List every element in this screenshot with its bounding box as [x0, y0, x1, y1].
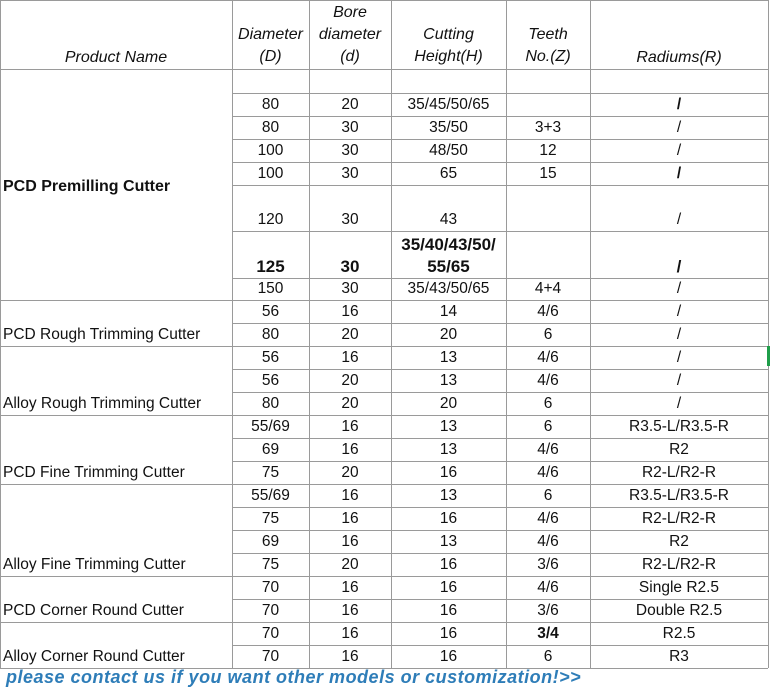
cell-cutting-height: 13 — [439, 441, 458, 458]
cell-teeth: 15 — [539, 165, 557, 182]
header-diameter — [232, 24, 309, 68]
cell-bore: 30 — [341, 165, 359, 182]
cell-bore: 16 — [341, 648, 359, 665]
cell-diameter: 80 — [261, 119, 280, 136]
cell-bore: 20 — [341, 395, 359, 412]
cell-diameter: 80 — [261, 96, 280, 113]
cell-cutting-height: 13 — [439, 349, 458, 366]
cell-bore: 16 — [341, 349, 359, 366]
grid-line — [0, 484, 768, 485]
cell-teeth: 4/6 — [537, 533, 559, 550]
grid-line — [232, 231, 768, 232]
cell-diameter: 80 — [261, 395, 280, 412]
cell-bore: 16 — [341, 303, 359, 320]
cell-teeth: 4/6 — [537, 303, 559, 320]
cell-teeth: 4/6 — [537, 349, 559, 366]
grid-line — [232, 507, 768, 508]
cell-bore: 30 — [341, 142, 359, 159]
cell-radiums: Single R2.5 — [638, 579, 720, 596]
cell-diameter: 69 — [261, 441, 280, 458]
cell-bore: 20 — [341, 372, 359, 389]
cell-cutting-height: 16 — [439, 464, 458, 481]
grid-line — [0, 0, 1, 668]
cell-radiums: / — [676, 395, 682, 412]
cell-radiums: R2 — [669, 441, 689, 458]
cell-radiums: / — [676, 119, 682, 136]
header-bore — [309, 2, 391, 68]
cell-radiums: R2-L/R2-R — [641, 464, 717, 481]
cell-diameter: 125 — [256, 257, 285, 276]
grid-line — [232, 599, 768, 600]
cell-radiums: / — [676, 303, 682, 320]
product-name-cell: Alloy Corner Round Cutter — [3, 648, 185, 665]
cell-teeth: 12 — [539, 142, 557, 159]
cell-bore: 16 — [341, 510, 359, 527]
header-diameter-line1: Diameter — [238, 26, 303, 43]
header-cutting-height — [391, 24, 506, 68]
cell-teeth: 3/6 — [537, 602, 559, 619]
grid-line — [0, 300, 768, 301]
grid-line — [768, 0, 769, 668]
product-name-cell: Alloy Fine Trimming Cutter — [3, 556, 186, 573]
cell-cutting-height: 20 — [439, 326, 458, 343]
header-radiums: Radiums(R) — [636, 49, 722, 66]
product-name-cell: PCD Corner Round Cutter — [3, 602, 184, 619]
cell-radiums: R2-L/R2-R — [641, 556, 717, 573]
grid-line — [0, 622, 768, 623]
header-diameter-line2: (D) — [259, 48, 282, 65]
grid-line — [232, 530, 768, 531]
product-name-cell: Alloy Rough Trimming Cutter — [3, 395, 202, 412]
cell-teeth: 4/6 — [537, 464, 559, 481]
cell-bore: 20 — [341, 556, 359, 573]
grid-line — [232, 553, 768, 554]
cell-teeth: 4/6 — [537, 579, 559, 596]
cell-bore: 16 — [341, 441, 359, 458]
grid-line — [232, 162, 768, 163]
cell-teeth: 4/6 — [537, 510, 559, 527]
cell-cutting-height: 16 — [439, 556, 458, 573]
cell-teeth: 6 — [543, 648, 553, 665]
header-product-name: Product Name — [64, 49, 168, 66]
grid-line — [590, 0, 591, 668]
cell-cutting-height: 13 — [439, 533, 458, 550]
cell-radiums: R2-L/R2-R — [641, 510, 717, 527]
grid-line — [232, 0, 233, 668]
cell-cutting-height: 43 — [439, 211, 458, 228]
cell-bore: 30 — [341, 211, 359, 228]
cell-bore: 16 — [341, 487, 359, 504]
cell-teeth — [506, 209, 590, 231]
product-name-cell: PCD Premilling Cutter — [3, 178, 171, 195]
cell-diameter: 70 — [261, 648, 280, 665]
cell-diameter: 150 — [257, 280, 284, 297]
cell-diameter: 75 — [261, 510, 280, 527]
header-bore-line1: Bore — [333, 4, 367, 21]
cell-cutting-height: 48/50 — [429, 142, 468, 159]
cell-bore: 20 — [341, 96, 359, 113]
cell-teeth — [506, 94, 590, 116]
cell-cutting-height: 35/40/43/50/ 55/65 — [401, 235, 496, 276]
grid-line — [232, 278, 768, 279]
cell-teeth: 6 — [543, 418, 553, 435]
selected-cell-marker — [767, 346, 770, 366]
grid-line — [0, 69, 768, 70]
product-name-cell: PCD Fine Trimming Cutter — [3, 464, 185, 481]
cell-teeth: 3/4 — [537, 625, 559, 642]
cell-radiums: R2 — [669, 533, 689, 550]
cell-diameter: 100 — [257, 142, 284, 159]
cell-cutting-height: 65 — [439, 165, 458, 182]
cell-radiums: / — [676, 165, 682, 182]
cell-cutting-height: 16 — [439, 648, 458, 665]
cell-radiums: / — [676, 280, 682, 297]
cell-radiums: / — [676, 372, 682, 389]
cell-radiums: Double R2.5 — [635, 602, 723, 619]
cell-teeth: 4+4 — [534, 280, 562, 297]
cell-radiums: / — [676, 349, 682, 366]
cell-bore: 20 — [341, 464, 359, 481]
grid-line — [232, 185, 768, 186]
cell-diameter: 69 — [261, 533, 280, 550]
cell-bore: 16 — [341, 602, 359, 619]
cell-bore: 16 — [341, 533, 359, 550]
cell-teeth: 6 — [543, 395, 553, 412]
cell-diameter: 55/69 — [251, 418, 290, 435]
grid-line — [309, 0, 310, 668]
cell-cutting-height: 13 — [439, 418, 458, 435]
grid-line — [232, 93, 768, 94]
cell-cutting-height: 13 — [439, 372, 458, 389]
cell-radiums: / — [676, 326, 682, 343]
cell-cutting-height: 16 — [439, 579, 458, 596]
cell-radiums: / — [676, 142, 682, 159]
cell-diameter: 70 — [261, 602, 280, 619]
grid-line — [232, 645, 768, 646]
cell-bore: 30 — [341, 280, 359, 297]
cell-cutting-height: 16 — [439, 510, 458, 527]
cell-diameter: 120 — [257, 211, 284, 228]
cell-bore: 30 — [341, 119, 359, 136]
grid-line — [506, 0, 507, 668]
cell-radiums: R3.5-L/R3.5-R — [629, 418, 729, 435]
grid-line — [232, 139, 768, 140]
cell-diameter: 56 — [261, 372, 280, 389]
product-name-cell: PCD Rough Trimming Cutter — [3, 326, 201, 343]
header-teeth — [506, 24, 590, 68]
grid-line — [232, 392, 768, 393]
grid-line — [0, 346, 768, 347]
cell-bore: 16 — [341, 418, 359, 435]
header-cutting-line1: Cutting — [423, 26, 474, 43]
cell-cutting-height: 16 — [439, 625, 458, 642]
cell-diameter: 75 — [261, 464, 280, 481]
cell-diameter: 80 — [261, 326, 280, 343]
cell-cutting-height: 13 — [439, 487, 458, 504]
cell-cutting-height: 20 — [439, 395, 458, 412]
cell-cutting-height: 35/43/50/65 — [407, 280, 490, 297]
cell-radiums: / — [676, 257, 682, 276]
cell-teeth: 4/6 — [537, 372, 559, 389]
contact-footer[interactable]: please contact us if you want other models or customization!>> — [6, 667, 582, 687]
cell-teeth: 3/6 — [537, 556, 559, 573]
header-bore-line2: diameter — [318, 26, 382, 43]
cell-diameter: 56 — [261, 349, 280, 366]
cell-bore: 30 — [340, 257, 360, 276]
grid-line — [0, 415, 768, 416]
cell-bore: 16 — [341, 625, 359, 642]
cell-teeth: 6 — [543, 487, 553, 504]
cell-cutting-height: 35/50 — [429, 119, 468, 136]
cell-cutting-height: 16 — [439, 602, 458, 619]
grid-line — [232, 369, 768, 370]
cell-cutting-height: 14 — [439, 303, 458, 320]
cell-diameter: 70 — [261, 579, 280, 596]
cell-radiums: / — [676, 96, 682, 113]
cell-diameter: 75 — [261, 556, 280, 573]
header-teeth-line1: Teeth — [528, 26, 568, 43]
cell-bore: 20 — [341, 326, 359, 343]
cell-radiums: R3.5-L/R3.5-R — [629, 487, 729, 504]
cell-bore: 16 — [341, 579, 359, 596]
cell-diameter: 100 — [257, 165, 284, 182]
grid-line — [232, 438, 768, 439]
grid-line — [0, 0, 768, 1]
cell-cutting-height: 35/45/50/65 — [407, 96, 490, 113]
grid-line — [232, 116, 768, 117]
header-cutting-line2: Height(H) — [414, 48, 483, 65]
cell-radiums: R3 — [669, 648, 689, 665]
cell-radiums: R2.5 — [662, 625, 696, 642]
cell-teeth — [506, 256, 590, 278]
header-teeth-line2: No.(Z) — [525, 48, 571, 65]
grid-line — [232, 461, 768, 462]
header-bore-line3: (d) — [340, 48, 360, 65]
grid-line — [0, 576, 768, 577]
cell-teeth: 3+3 — [534, 119, 562, 136]
cell-teeth: 6 — [543, 326, 553, 343]
grid-line — [391, 0, 392, 668]
cell-diameter: 70 — [261, 625, 280, 642]
cell-teeth: 4/6 — [537, 441, 559, 458]
cell-diameter: 55/69 — [251, 487, 290, 504]
cell-diameter: 56 — [261, 303, 280, 320]
cell-radiums: / — [676, 211, 682, 228]
grid-line — [232, 323, 768, 324]
